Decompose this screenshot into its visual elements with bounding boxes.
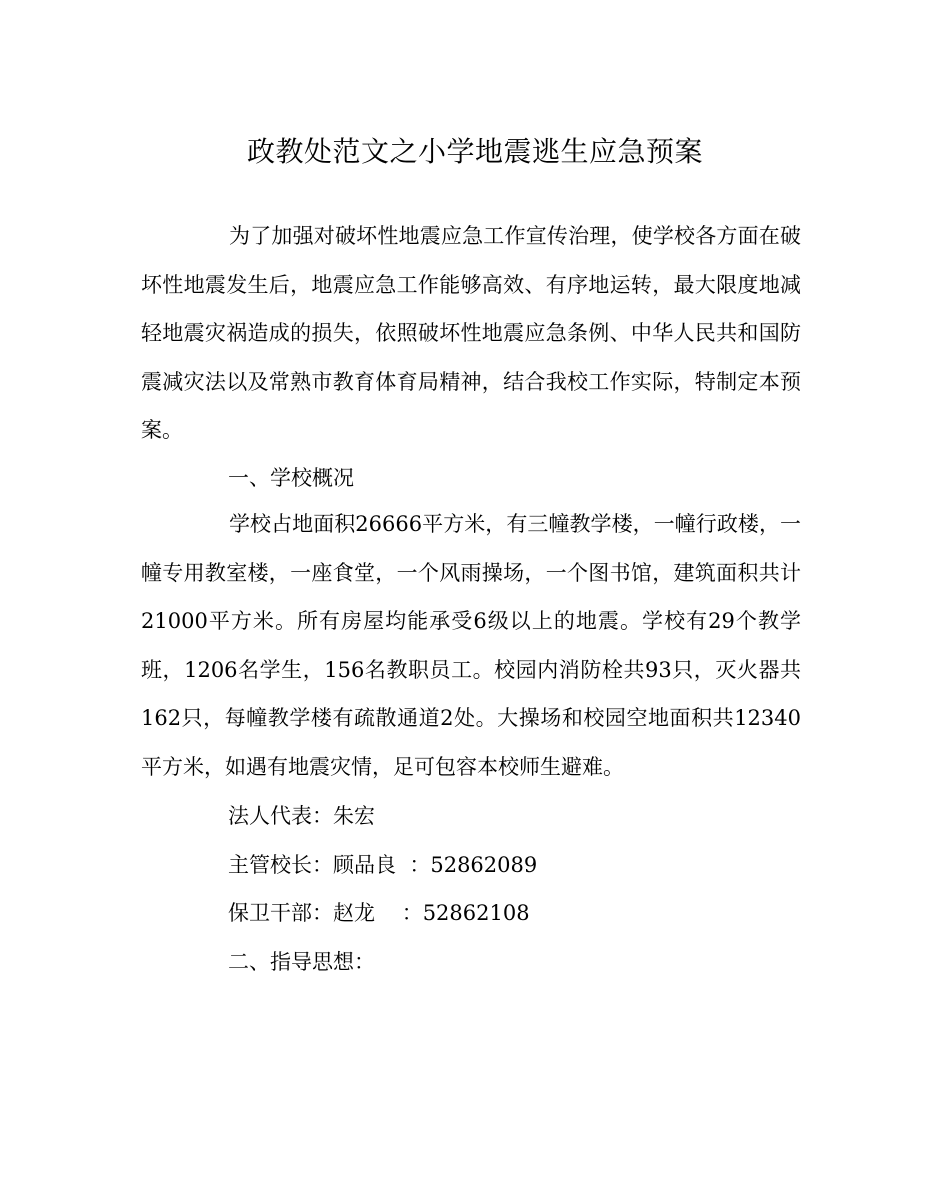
legal-representative-line: 法人代表：朱宏 (228, 804, 375, 828)
security-officer-line: 保卫干部：赵龙 ：52862108 (228, 901, 530, 925)
school-overview-paragraph: 学校占地面积26666平方米，有三幢教学楼，一幢行政楼，一幢专用教室楼，一座食堂，一个风雨操场，一个图书馆，建筑面积共计21000平方米。所有房屋均能承受6级以上的地震。学校有29个教学班，1206名学生，156名教职员工。校园内消防栓共93只，灭火器共162只，每幢教学楼有疏散通道2处。大操场和校园空地面积共12340平方米，如遇有地震灾情，足可包容本校师生避难。 (141, 512, 801, 779)
supervisor-line: 主管校长：顾品良 ：52862089 (228, 853, 538, 877)
section-heading-guiding-ideology: 二、指导思想： (228, 950, 375, 974)
document-title: 政教处范文之小学地震逃生应急预案 (246, 135, 703, 168)
intro-paragraph: 为了加强对破坏性地震应急工作宣传治理，使学校各方面在破坏性地震发生后，地震应急工作能够高效、有序地运转，最大限度地减轻地震灾祸造成的损失，依照破坏性地震应急条例、中华人民共和国防震减灾法以及常熟市教育体育局精神，结合我校工作实际，特制定本预案。 (141, 224, 801, 442)
section-heading-school-overview: 一、学校概况 (228, 466, 354, 490)
